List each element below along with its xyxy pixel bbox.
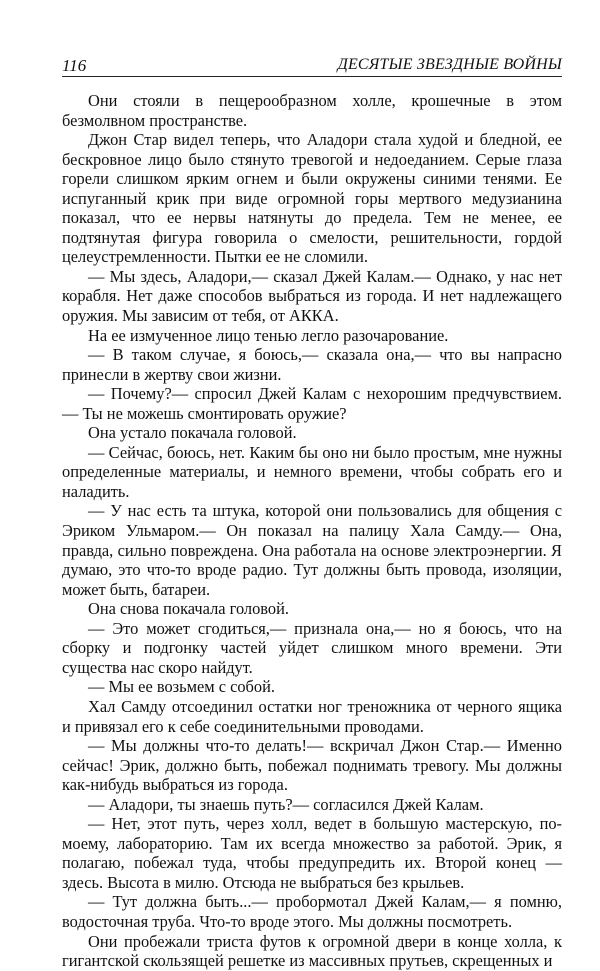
paragraph: — В таком случае, я боюсь,— сказала она,— что вы напрасно принесли в жертву свои жизни. [62, 345, 562, 384]
paragraph: — Мы должны что-то делать!— вскричал Джон Стар.— Именно сейчас! Эрик, должно быть, побежал поднимать тревогу. Мы должны как-нибудь выбраться из города. [62, 736, 562, 795]
page-number: 116 [62, 56, 87, 75]
paragraph: — Мы ее возьмем с собой. [88, 677, 275, 697]
paragraph: На ее измученное лицо тенью легло разочарование. [88, 325, 449, 345]
paragraph: Они стояли в пещерообразном холле, крошечные в этом безмолвном пространстве. [62, 91, 562, 130]
paragraph: Она снова покачала головой. [88, 599, 289, 619]
paragraph: Они пробежали триста футов к огромной двери в конце холла, к гигантской скользящей решетке из массивных прутьев, скрещенных и [62, 931, 562, 971]
body-text [62, 91, 562, 971]
paragraph: — Тут должна быть...— пробормотал Джей Калам,— я помню, водосточная труба. Что-то вроде этого. Мы должны посмотреть. [62, 892, 562, 931]
paragraph: — Мы здесь, Аладори,— сказал Джей Калам.— Однако, у нас нет корабля. Нет даже способов выбраться из города. И нет надлежащего оружия. Мы зависим от тебя, от АККА. [62, 266, 562, 326]
paragraph: — Сейчас, боюсь, нет. Каким бы оно ни было простым, мне нужны определенные материалы, и немного времени, чтобы собрать его и наладить. [62, 442, 562, 501]
paragraph: Джон Стар видел теперь, что Аладори стала худой и бледной, ее бескровное лицо было стянуто тревогой и недоеданием. Серые глаза горели слишком ярким огнем и были окружены синими тенями. Ее испуганный крик при виде огромной горы мертвого медузианина показал, что ее нервы натянуты до предела. Тем не менее, ее подтянутая фигура говорила о смелости, решительности, гордой целеустремленности. Пытки ее не сломили. [62, 130, 562, 267]
running-title: ДЕСЯТЫЕ ЗВЕЗДНЫЕ ВОЙНЫ [337, 56, 562, 73]
paragraph: — Это может сгодиться,— признала она,— но я боюсь, что на сборку и подгонку частей уйдет слишком много времени. Эти существа нас скоро найдут. [62, 618, 562, 677]
paragraph: — У нас есть та штука, которой они пользовались для общения с Эриком Ульмаром.— Он показал на палицу Хала Самду.— Она, правда, сильно повреждена. Она работала на основе электроэнергии. Я думаю, это что-то вроде радио. Тут должны быть провода, изоляции, может быть, батареи. [62, 501, 562, 599]
paragraph: Хал Самду отсоединил остатки ног треножника от черного ящика и привязал его к себе соединительными проводами. [62, 696, 562, 736]
paragraph: Она устало покачала головой. [88, 423, 297, 443]
paragraph: — Почему?— спросил Джей Калам с нехорошим предчувствием.— Ты не можешь смонтировать оружие? [62, 384, 562, 423]
paragraph: — Аладори, ты знаешь путь?— согласился Джей Калам. [88, 794, 484, 814]
paragraph: — Нет, этот путь, через холл, ведет в большую мастерскую, по-моему, лабораторию. Там их всегда множество за работой. Эрик, я полагаю, побежал туда, чтобы предупредить их. Второй конец — здесь. Высота в милю. Отсюда не выбраться без крыльев. [62, 814, 562, 892]
page-header [62, 54, 562, 77]
